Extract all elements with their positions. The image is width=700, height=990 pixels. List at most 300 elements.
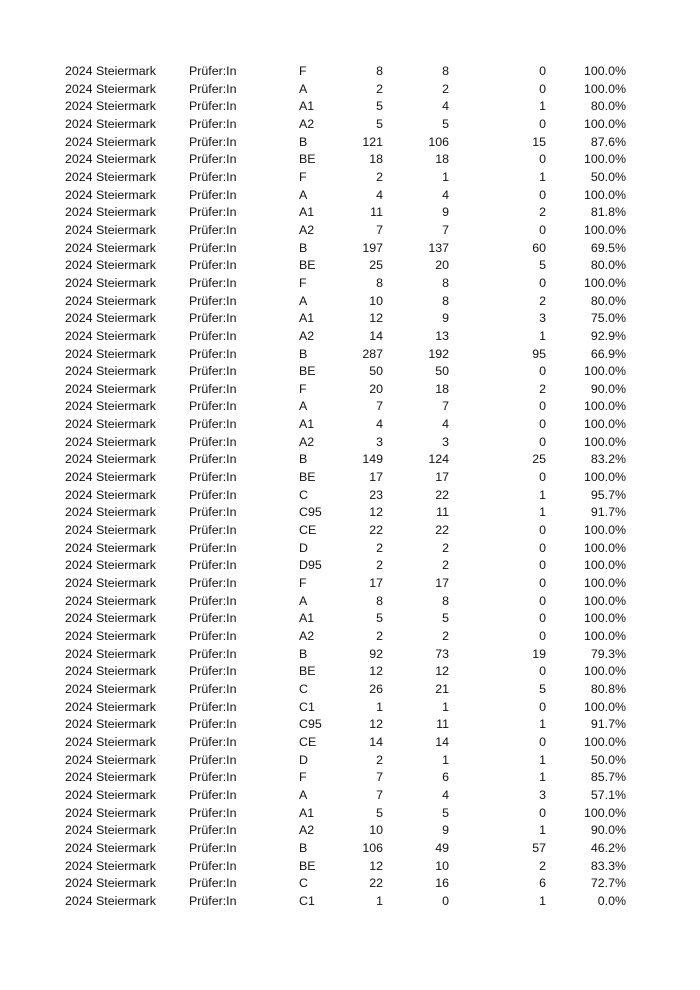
table-row [0, 275, 626, 293]
failed-count-cell: 0 [539, 275, 546, 290]
pass-rate-cell: 80.0% [590, 258, 626, 273]
region-cell: 2024 Steiermark [65, 646, 156, 661]
region-cell: 2024 Steiermark [65, 805, 156, 820]
total-count-cell: 92 [369, 646, 383, 661]
examiner-role-cell: Prüfer:In [189, 752, 237, 767]
failed-count-cell: 0 [539, 187, 546, 202]
license-class-cell: B [299, 646, 308, 661]
failed-count-cell: 1 [539, 770, 546, 785]
failed-count-cell: 0 [539, 576, 546, 591]
region-cell: 2024 Steiermark [65, 328, 156, 343]
total-count-cell: 8 [376, 64, 383, 78]
passed-count-cell: 106 [428, 134, 449, 149]
pass-rate-cell: 46.2% [590, 840, 626, 855]
pass-rate-cell: 100.0% [583, 152, 626, 167]
region-cell: 2024 Steiermark [65, 593, 156, 608]
license-class-cell: C [299, 487, 308, 502]
failed-count-cell: 2 [539, 381, 546, 396]
region-cell: 2024 Steiermark [65, 770, 156, 785]
license-class-cell: F [299, 770, 307, 785]
total-count-cell: 287 [362, 346, 383, 361]
region-cell: 2024 Steiermark [65, 152, 156, 167]
pass-rate-cell: 81.8% [590, 205, 626, 220]
total-count-cell: 12 [369, 505, 383, 520]
examiner-role-cell: Prüfer:In [189, 364, 237, 379]
total-count-cell: 22 [369, 523, 383, 538]
examiner-role-cell: Prüfer:In [189, 593, 237, 608]
examiner-role-cell: Prüfer:In [189, 381, 237, 396]
examiner-role-cell: Prüfer:In [189, 187, 237, 202]
region-cell: 2024 Steiermark [65, 787, 156, 802]
pass-rate-cell: 100.0% [583, 611, 626, 626]
license-class-cell: D [299, 540, 308, 555]
license-class-cell: F [299, 576, 307, 591]
passed-count-cell: 8 [442, 593, 449, 608]
region-cell: 2024 Steiermark [65, 734, 156, 749]
region-cell: 2024 Steiermark [65, 717, 156, 732]
table-row [0, 805, 626, 823]
license-class-cell: A [299, 593, 308, 608]
total-count-cell: 2 [376, 540, 383, 555]
license-class-cell: A2 [299, 434, 315, 449]
examiner-role-cell: Prüfer:In [189, 328, 237, 343]
region-cell: 2024 Steiermark [65, 558, 156, 573]
failed-count-cell: 2 [539, 858, 546, 873]
total-count-cell: 149 [362, 452, 383, 467]
region-cell: 2024 Steiermark [65, 346, 156, 361]
total-count-cell: 5 [376, 116, 383, 131]
pass-rate-cell: 90.0% [590, 381, 626, 396]
total-count-cell: 7 [376, 222, 383, 237]
total-count-cell: 5 [376, 611, 383, 626]
failed-count-cell: 0 [539, 81, 546, 96]
license-class-cell: A1 [299, 311, 315, 326]
passed-count-cell: 5 [442, 116, 449, 131]
pass-rate-cell: 100.0% [583, 629, 626, 643]
license-class-cell: A [299, 81, 308, 96]
table-row [0, 310, 626, 328]
examiner-role-cell: Prüfer:In [189, 540, 237, 555]
region-cell: 2024 Steiermark [65, 240, 156, 255]
failed-count-cell: 0 [539, 399, 546, 414]
failed-count-cell: 0 [539, 64, 546, 78]
pass-rate-cell: 0.0% [597, 893, 626, 908]
total-count-cell: 12 [369, 664, 383, 679]
total-count-cell: 1 [376, 893, 383, 908]
passed-count-cell: 2 [442, 81, 449, 96]
region-cell: 2024 Steiermark [65, 399, 156, 414]
table-row [0, 434, 626, 452]
failed-count-cell: 60 [532, 240, 546, 255]
passed-count-cell: 3 [442, 434, 449, 449]
region-cell: 2024 Steiermark [65, 187, 156, 202]
table-row [0, 363, 626, 381]
region-cell: 2024 Steiermark [65, 381, 156, 396]
failed-count-cell: 1 [539, 823, 546, 838]
table-row [0, 240, 626, 258]
examiner-role-cell: Prüfer:In [189, 770, 237, 785]
region-cell: 2024 Steiermark [65, 858, 156, 873]
failed-count-cell: 0 [539, 152, 546, 167]
failed-count-cell: 2 [539, 293, 546, 308]
failed-count-cell: 2 [539, 205, 546, 220]
examiner-role-cell: Prüfer:In [189, 681, 237, 696]
region-cell: 2024 Steiermark [65, 293, 156, 308]
total-count-cell: 20 [369, 381, 383, 396]
examiner-role-cell: Prüfer:In [189, 717, 237, 732]
pass-rate-cell: 92.9% [590, 328, 626, 343]
table-row [0, 469, 626, 487]
failed-count-cell: 3 [539, 787, 546, 802]
table-row [0, 787, 626, 805]
table-row [0, 557, 626, 575]
region-cell: 2024 Steiermark [65, 417, 156, 432]
pass-rate-cell: 91.7% [590, 505, 626, 520]
failed-count-cell: 5 [539, 258, 546, 273]
passed-count-cell: 2 [442, 558, 449, 573]
passed-count-cell: 7 [442, 222, 449, 237]
table-row [0, 257, 626, 275]
region-cell: 2024 Steiermark [65, 364, 156, 379]
passed-count-cell: 21 [435, 681, 449, 696]
failed-count-cell: 0 [539, 629, 546, 643]
license-class-cell: B [299, 240, 308, 255]
license-class-cell: C95 [299, 717, 322, 732]
license-class-cell: A1 [299, 417, 315, 432]
license-class-cell: C [299, 681, 308, 696]
examiner-role-cell: Prüfer:In [189, 805, 237, 820]
failed-count-cell: 0 [539, 434, 546, 449]
failed-count-cell: 0 [539, 540, 546, 555]
pass-rate-cell: 100.0% [583, 275, 626, 290]
examiner-role-cell: Prüfer:In [189, 152, 237, 167]
passed-count-cell: 10 [435, 858, 449, 873]
examiner-role-cell: Prüfer:In [189, 787, 237, 802]
failed-count-cell: 15 [532, 134, 546, 149]
pass-rate-cell: 100.0% [583, 364, 626, 379]
pass-rate-cell: 80.0% [590, 293, 626, 308]
failed-count-cell: 0 [539, 664, 546, 679]
failed-count-cell: 1 [539, 99, 546, 114]
pass-rate-cell: 95.7% [590, 487, 626, 502]
passed-count-cell: 11 [436, 717, 449, 732]
region-cell: 2024 Steiermark [65, 840, 156, 855]
examiner-role-cell: Prüfer:In [189, 734, 237, 749]
total-count-cell: 4 [376, 417, 383, 432]
passed-count-cell: 7 [442, 399, 449, 414]
failed-count-cell: 1 [539, 505, 546, 520]
table-row [0, 681, 626, 699]
examiner-role-cell: Prüfer:In [189, 417, 237, 432]
examiner-role-cell: Prüfer:In [189, 823, 237, 838]
table-row [0, 699, 626, 717]
pass-rate-cell: 100.0% [583, 81, 626, 96]
region-cell: 2024 Steiermark [65, 752, 156, 767]
table-row [0, 540, 626, 558]
passed-count-cell: 16 [435, 876, 449, 891]
table-row [0, 858, 626, 876]
license-class-cell: A2 [299, 222, 315, 237]
total-count-cell: 4 [376, 187, 383, 202]
failed-count-cell: 1 [539, 169, 546, 184]
examiner-role-cell: Prüfer:In [189, 699, 237, 714]
examiner-role-cell: Prüfer:In [189, 858, 237, 873]
failed-count-cell: 0 [539, 611, 546, 626]
pass-rate-cell: 100.0% [583, 805, 626, 820]
table-row [0, 63, 626, 81]
license-class-cell: A [299, 399, 308, 414]
table-row [0, 734, 626, 752]
examiner-role-cell: Prüfer:In [189, 258, 237, 273]
license-class-cell: A1 [299, 205, 315, 220]
examiner-role-cell: Prüfer:In [189, 64, 237, 78]
table-row [0, 610, 626, 628]
passed-count-cell: 4 [442, 787, 449, 802]
license-class-cell: C [299, 876, 308, 891]
failed-count-cell: 0 [539, 116, 546, 131]
table-row [0, 628, 626, 646]
table-row [0, 416, 626, 434]
table-row [0, 769, 626, 787]
region-cell: 2024 Steiermark [65, 81, 156, 96]
region-cell: 2024 Steiermark [65, 523, 156, 538]
region-cell: 2024 Steiermark [65, 699, 156, 714]
table-row [0, 81, 626, 99]
pass-rate-cell: 100.0% [583, 434, 626, 449]
pass-rate-cell: 100.0% [583, 64, 626, 78]
region-cell: 2024 Steiermark [65, 876, 156, 891]
total-count-cell: 10 [369, 823, 383, 838]
passed-count-cell: 4 [442, 99, 449, 114]
pass-rate-cell: 57.1% [590, 787, 626, 802]
passed-count-cell: 124 [428, 452, 449, 467]
table-row [0, 646, 626, 664]
failed-count-cell: 3 [539, 311, 546, 326]
license-class-cell: A [299, 293, 308, 308]
examiner-role-cell: Prüfer:In [189, 275, 237, 290]
pass-rate-cell: 100.0% [583, 699, 626, 714]
pass-rate-cell: 85.7% [590, 770, 626, 785]
license-class-cell: A2 [299, 328, 315, 343]
failed-count-cell: 5 [539, 681, 546, 696]
failed-count-cell: 0 [539, 364, 546, 379]
passed-count-cell: 22 [435, 523, 449, 538]
pass-rate-cell: 100.0% [583, 734, 626, 749]
total-count-cell: 12 [369, 717, 383, 732]
table-row [0, 451, 626, 469]
license-class-cell: CE [299, 734, 317, 749]
table-row [0, 522, 626, 540]
license-class-cell: A [299, 187, 308, 202]
total-count-cell: 7 [376, 787, 383, 802]
region-cell: 2024 Steiermark [65, 99, 156, 114]
region-cell: 2024 Steiermark [65, 664, 156, 679]
pass-rate-cell: 100.0% [583, 576, 626, 591]
total-count-cell: 50 [369, 364, 383, 379]
passed-count-cell: 22 [435, 487, 449, 502]
total-count-cell: 23 [369, 487, 383, 502]
table-row [0, 504, 626, 522]
pass-rate-cell: 50.0% [590, 752, 626, 767]
table-row [0, 593, 626, 611]
failed-count-cell: 1 [539, 487, 546, 502]
pass-rate-cell: 90.0% [590, 823, 626, 838]
results-table [0, 63, 626, 911]
failed-count-cell: 0 [539, 734, 546, 749]
license-class-cell: B [299, 346, 308, 361]
passed-count-cell: 12 [435, 664, 449, 679]
table-row [0, 663, 626, 681]
region-cell: 2024 Steiermark [65, 116, 156, 131]
passed-count-cell: 9 [442, 205, 449, 220]
region-cell: 2024 Steiermark [65, 205, 156, 220]
total-count-cell: 5 [376, 805, 383, 820]
total-count-cell: 7 [376, 770, 383, 785]
examiner-role-cell: Prüfer:In [189, 346, 237, 361]
examiner-role-cell: Prüfer:In [189, 487, 237, 502]
pass-rate-cell: 69.5% [590, 240, 626, 255]
region-cell: 2024 Steiermark [65, 540, 156, 555]
failed-count-cell: 0 [539, 593, 546, 608]
examiner-role-cell: Prüfer:In [189, 646, 237, 661]
license-class-cell: BE [299, 258, 316, 273]
passed-count-cell: 4 [442, 417, 449, 432]
examiner-role-cell: Prüfer:In [189, 293, 237, 308]
total-count-cell: 17 [369, 576, 383, 591]
total-count-cell: 2 [376, 752, 383, 767]
table-row [0, 875, 626, 893]
failed-count-cell: 0 [539, 805, 546, 820]
table-row [0, 575, 626, 593]
license-class-cell: C1 [299, 893, 315, 908]
failed-count-cell: 25 [532, 452, 546, 467]
passed-count-cell: 17 [435, 470, 449, 485]
table-row [0, 134, 626, 152]
examiner-role-cell: Prüfer:In [189, 576, 237, 591]
license-class-cell: A2 [299, 629, 315, 643]
pass-rate-cell: 100.0% [583, 187, 626, 202]
results-table-body [0, 63, 626, 911]
license-class-cell: A1 [299, 611, 315, 626]
region-cell: 2024 Steiermark [65, 505, 156, 520]
total-count-cell: 26 [369, 681, 383, 696]
passed-count-cell: 1 [442, 699, 449, 714]
region-cell: 2024 Steiermark [65, 576, 156, 591]
examiner-role-cell: Prüfer:In [189, 876, 237, 891]
total-count-cell: 14 [369, 734, 383, 749]
license-class-cell: F [299, 381, 307, 396]
table-row [0, 187, 626, 205]
pass-rate-cell: 100.0% [583, 558, 626, 573]
pass-rate-cell: 83.3% [590, 858, 626, 873]
total-count-cell: 197 [362, 240, 383, 255]
failed-count-cell: 1 [539, 893, 546, 908]
total-count-cell: 2 [376, 629, 383, 643]
passed-count-cell: 8 [442, 64, 449, 78]
examiner-role-cell: Prüfer:In [189, 629, 237, 643]
passed-count-cell: 13 [435, 328, 449, 343]
table-row [0, 222, 626, 240]
pass-rate-cell: 80.0% [590, 99, 626, 114]
region-cell: 2024 Steiermark [65, 470, 156, 485]
license-class-cell: D95 [299, 558, 322, 573]
table-row [0, 840, 626, 858]
table-row [0, 893, 626, 911]
table-row [0, 487, 626, 505]
passed-count-cell: 5 [442, 611, 449, 626]
table-row [0, 328, 626, 346]
pass-rate-cell: 50.0% [590, 169, 626, 184]
examiner-role-cell: Prüfer:In [189, 893, 237, 908]
total-count-cell: 8 [376, 275, 383, 290]
region-cell: 2024 Steiermark [65, 823, 156, 838]
examiner-role-cell: Prüfer:In [189, 611, 237, 626]
table-row [0, 398, 626, 416]
passed-count-cell: 8 [442, 293, 449, 308]
pass-rate-cell: 79.3% [590, 646, 626, 661]
license-class-cell: C95 [299, 505, 322, 520]
examiner-role-cell: Prüfer:In [189, 434, 237, 449]
region-cell: 2024 Steiermark [65, 275, 156, 290]
license-class-cell: B [299, 134, 308, 149]
failed-count-cell: 6 [539, 876, 546, 891]
pass-rate-cell: 91.7% [590, 717, 626, 732]
total-count-cell: 121 [362, 134, 383, 149]
failed-count-cell: 1 [539, 328, 546, 343]
pass-rate-cell: 100.0% [583, 116, 626, 131]
failed-count-cell: 0 [539, 699, 546, 714]
pass-rate-cell: 100.0% [583, 540, 626, 555]
region-cell: 2024 Steiermark [65, 222, 156, 237]
total-count-cell: 12 [369, 311, 383, 326]
license-class-cell: BE [299, 470, 316, 485]
table-row [0, 752, 626, 770]
table-row [0, 293, 626, 311]
passed-count-cell: 2 [442, 540, 449, 555]
license-class-cell: CE [299, 523, 317, 538]
region-cell: 2024 Steiermark [65, 169, 156, 184]
license-class-cell: F [299, 169, 307, 184]
examiner-role-cell: Prüfer:In [189, 523, 237, 538]
license-class-cell: BE [299, 152, 316, 167]
table-row [0, 346, 626, 364]
passed-count-cell: 14 [435, 734, 449, 749]
examiner-role-cell: Prüfer:In [189, 81, 237, 96]
license-class-cell: A [299, 787, 308, 802]
pass-rate-cell: 100.0% [583, 470, 626, 485]
passed-count-cell: 137 [428, 240, 449, 255]
examiner-role-cell: Prüfer:In [189, 134, 237, 149]
examiner-role-cell: Prüfer:In [189, 470, 237, 485]
region-cell: 2024 Steiermark [65, 258, 156, 273]
pass-rate-cell: 100.0% [583, 664, 626, 679]
table-row [0, 381, 626, 399]
region-cell: 2024 Steiermark [65, 681, 156, 696]
total-count-cell: 106 [362, 840, 383, 855]
region-cell: 2024 Steiermark [65, 434, 156, 449]
passed-count-cell: 2 [442, 629, 449, 643]
pass-rate-cell: 100.0% [583, 523, 626, 538]
failed-count-cell: 19 [532, 646, 546, 661]
license-class-cell: BE [299, 664, 316, 679]
region-cell: 2024 Steiermark [65, 452, 156, 467]
passed-count-cell: 9 [442, 823, 449, 838]
region-cell: 2024 Steiermark [65, 134, 156, 149]
examiner-role-cell: Prüfer:In [189, 505, 237, 520]
region-cell: 2024 Steiermark [65, 487, 156, 502]
failed-count-cell: 57 [532, 840, 546, 855]
license-class-cell: D [299, 752, 308, 767]
